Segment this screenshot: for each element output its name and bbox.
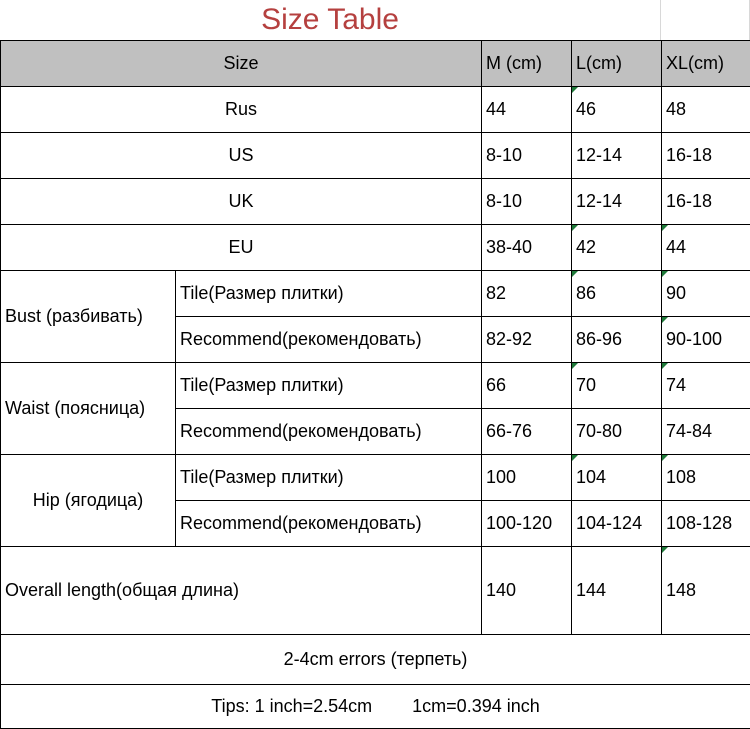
cell-xl: 74 [662, 363, 750, 409]
sub-label-recommend: Recommend(рекомендовать) [176, 501, 482, 547]
cell-m: 100-120 [482, 501, 572, 547]
cell-m: 100 [482, 455, 572, 501]
cell-m: 8-10 [482, 179, 572, 225]
table-row [1, 455, 750, 501]
cell-l: 46 [572, 87, 662, 133]
grid-line [660, 0, 661, 40]
cell-m: 38-40 [482, 225, 572, 271]
cell-l: 12-14 [572, 133, 662, 179]
cell-l: 86-96 [572, 317, 662, 363]
cell-xl: 16-18 [662, 133, 750, 179]
row-label: EU [1, 225, 482, 271]
cell-m: 66 [482, 363, 572, 409]
cell-m: 44 [482, 87, 572, 133]
header-l: L(cm) [572, 41, 662, 87]
sub-label-recommend: Recommend(рекомендовать) [176, 317, 482, 363]
cell-xl: 90 [662, 271, 750, 317]
cell-xl: 90-100 [662, 317, 750, 363]
row-label: Rus [1, 87, 482, 133]
cell-xl: 16-18 [662, 179, 750, 225]
row-label-overall: Overall length(общая длина) [1, 547, 482, 635]
table-title: Size Table [0, 0, 660, 40]
cell-l: 12-14 [572, 179, 662, 225]
tips-note: Tips: 1 inch=2.54cm 1cm=0.394 inch [1, 685, 750, 729]
cell-m: 82-92 [482, 317, 572, 363]
group-label-hip: Hip (ягодица) [1, 455, 176, 547]
sub-label-tile: Tile(Размер плитки) [176, 363, 482, 409]
cell-l: 144 [572, 547, 662, 635]
table-row [1, 87, 750, 133]
row-label: US [1, 133, 482, 179]
cell-xl: 74-84 [662, 409, 750, 455]
table-row [1, 363, 750, 409]
cell-m: 82 [482, 271, 572, 317]
row-label: UK [1, 179, 482, 225]
cell-xl: 108 [662, 455, 750, 501]
cell-m: 8-10 [482, 133, 572, 179]
cell-xl: 148 [662, 547, 750, 635]
sub-label-tile: Tile(Размер плитки) [176, 455, 482, 501]
cell-l: 104-124 [572, 501, 662, 547]
cell-l: 42 [572, 225, 662, 271]
table-row [1, 133, 750, 179]
cell-xl: 48 [662, 87, 750, 133]
table-row [1, 179, 750, 225]
errors-note: 2-4cm errors (терпеть) [1, 635, 750, 685]
table-row [1, 685, 750, 729]
table-row [1, 271, 750, 317]
cell-xl: 44 [662, 225, 750, 271]
group-label-waist: Waist (поясница) [1, 363, 176, 455]
header-size: Size [1, 41, 482, 87]
cell-l: 104 [572, 455, 662, 501]
group-label-bust: Bust (разбивать) [1, 271, 176, 363]
cell-xl: 108-128 [662, 501, 750, 547]
cell-l: 70-80 [572, 409, 662, 455]
cell-l: 86 [572, 271, 662, 317]
cell-l: 70 [572, 363, 662, 409]
cell-m: 140 [482, 547, 572, 635]
header-row [1, 41, 750, 87]
size-table [0, 40, 750, 729]
table-row [1, 225, 750, 271]
sub-label-recommend: Recommend(рекомендовать) [176, 409, 482, 455]
cell-m: 66-76 [482, 409, 572, 455]
header-m: M (cm) [482, 41, 572, 87]
table-row [1, 635, 750, 685]
table-row [1, 547, 750, 635]
header-xl: XL(cm) [662, 41, 750, 87]
sub-label-tile: Tile(Размер плитки) [176, 271, 482, 317]
